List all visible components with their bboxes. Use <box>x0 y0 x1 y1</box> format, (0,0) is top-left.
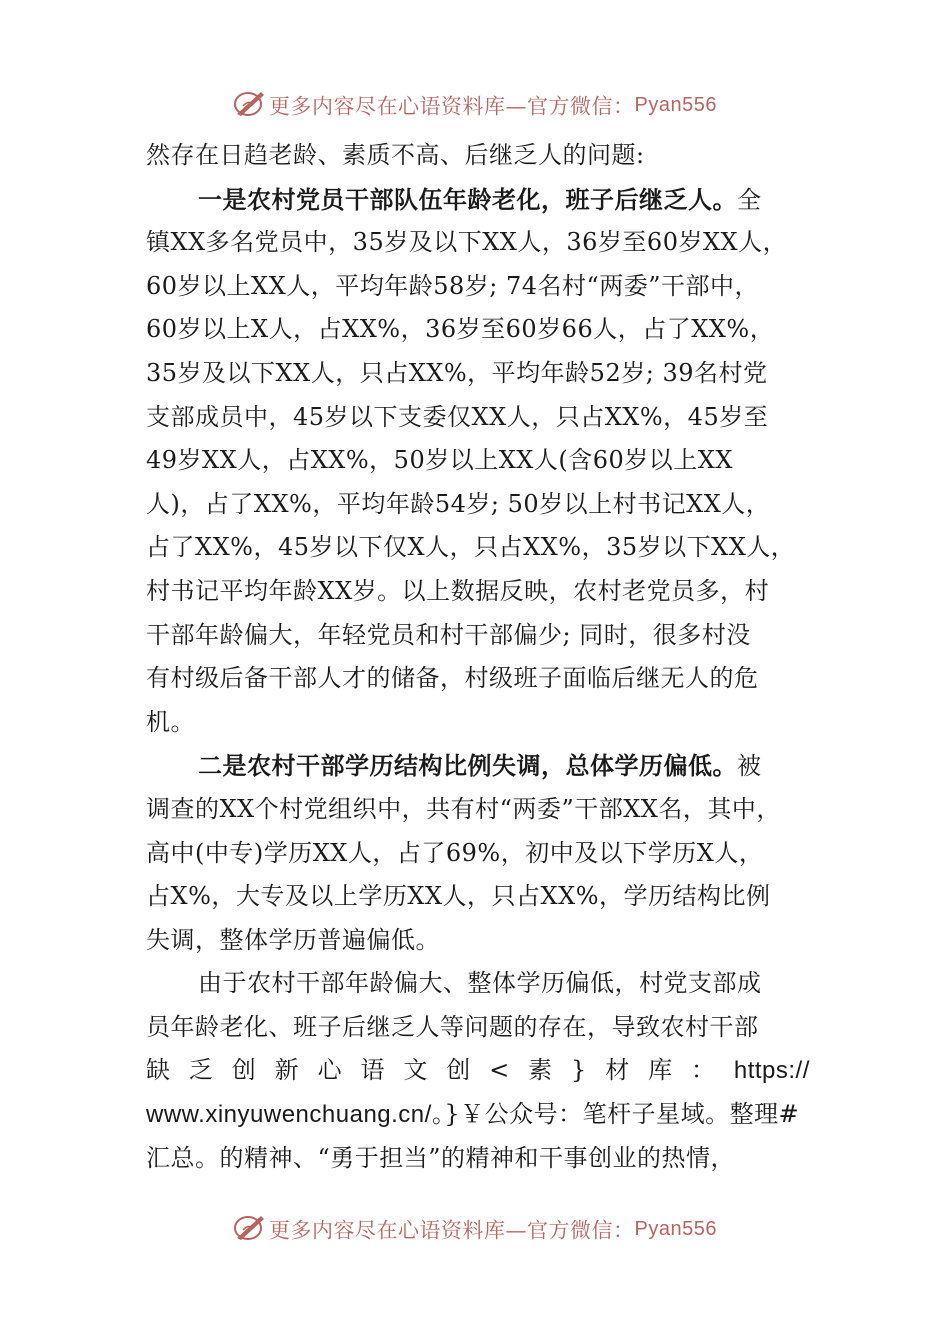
text-line: 员年龄老化、班子后继乏人等问题的存在，导致农村干部 <box>146 1012 759 1041</box>
char: ： <box>690 1056 716 1085</box>
char: 语 <box>360 1056 385 1085</box>
text-line: 支部成员中，45岁以下支委仅XX人，只占XX%，45岁至 <box>146 402 769 431</box>
char: 创 <box>446 1056 471 1085</box>
char: 创 <box>231 1056 257 1085</box>
paragraph-2-start <box>146 744 810 788</box>
char: 材 <box>605 1056 630 1085</box>
document-body <box>146 134 810 1180</box>
text-line: 60岁以上X人，占XX%，36岁至60岁66人，占了XX%， <box>146 315 775 344</box>
paragraph-1-start <box>146 178 810 222</box>
char: 文 <box>403 1056 428 1085</box>
url-fragment: https:// <box>733 1057 810 1085</box>
text-line: 49岁XX人，占XX%，50岁以上XX人(含60岁以上XX <box>146 446 733 475</box>
char: 心 <box>317 1056 343 1085</box>
char: 缺 <box>146 1056 171 1085</box>
heading-point-2: 二是农村干部学历结构比例失调，总体学历偏低。 <box>198 751 737 781</box>
text-line: 占X%，大专及以上学历XX人，只占XX%，学历结构比例 <box>146 882 771 911</box>
text-line: 村书记平均年龄XX岁。以上数据反映，农村老党员多，村 <box>146 576 770 605</box>
text-line: 失调，整体学历普遍偏低。 <box>146 925 440 954</box>
heading-point-1: 一是农村党员干部队伍年龄老化，班子后继乏人。 <box>198 184 737 214</box>
char: } <box>571 1056 587 1085</box>
text-fragment: 全 <box>737 185 762 214</box>
watermark-wechat-id: Pyan556 <box>634 1218 717 1240</box>
footer-watermark <box>0 1212 950 1247</box>
char: 库 <box>648 1056 673 1085</box>
text-line: 35岁及以下XX人，只占XX%，平均年龄52岁; 39名村党 <box>146 358 768 387</box>
text-fragment: 。}￥公众号：笔杆子星域。整理# <box>431 1100 800 1129</box>
char: 素 <box>528 1056 553 1085</box>
char: < <box>489 1056 510 1085</box>
text-line: 干部年龄偏大，年轻党员和村干部偏少; 同时，很多村没 <box>146 620 751 649</box>
url-text: www.xinyuwenchuang.cn/ <box>146 1101 432 1129</box>
text-fragment: 被 <box>737 752 762 781</box>
watermark-text: 更多内容尽在心语资料库—官方微信： <box>269 94 635 119</box>
text-line: 机。 <box>146 707 195 736</box>
watermark-text: 更多内容尽在心语资料库—官方微信： <box>269 1218 635 1243</box>
text-line: 人)，占了XX%，平均年龄54岁; 50岁以上村书记XX人， <box>146 489 771 518</box>
text-line: 占了XX%，45岁以下仅X人，只占XX%，35岁以下XX人， <box>146 533 796 562</box>
char: 新 <box>274 1056 300 1085</box>
text-line: 然存在日趋老龄、素质不高、后继乏人的问题: <box>146 141 645 169</box>
pen-logo-icon <box>233 88 267 123</box>
text-line: 镇XX多名党员中，35岁及以下XX人，36岁至60岁XX人， <box>146 228 788 257</box>
text-line: 高中(中专)学历XX人，占了69%，初中及以下学历X人， <box>146 838 764 867</box>
text-line: 有村级后备干部人才的储备，村级班子面临后继无人的危 <box>146 664 759 693</box>
url-line <box>146 1093 810 1137</box>
header-watermark <box>0 88 950 123</box>
pen-logo-icon <box>233 1212 267 1247</box>
text-line: 汇总。的精神、“勇于担当”的精神和干事创业的热情， <box>146 1143 736 1172</box>
watermark-wechat-id: Pyan556 <box>634 94 717 116</box>
paragraph-3-start: 由于农村干部年龄偏大、整体学历偏低，村党支部成 <box>198 969 762 998</box>
text-line: 60岁以上XX人，平均年龄58岁; 74名村“两委”干部中， <box>146 271 760 300</box>
spaced-line <box>146 1049 810 1093</box>
char: 乏 <box>188 1056 214 1085</box>
text-line: 调查的XX个村党组织中，共有村“两委”干部XX名，其中， <box>146 794 781 823</box>
